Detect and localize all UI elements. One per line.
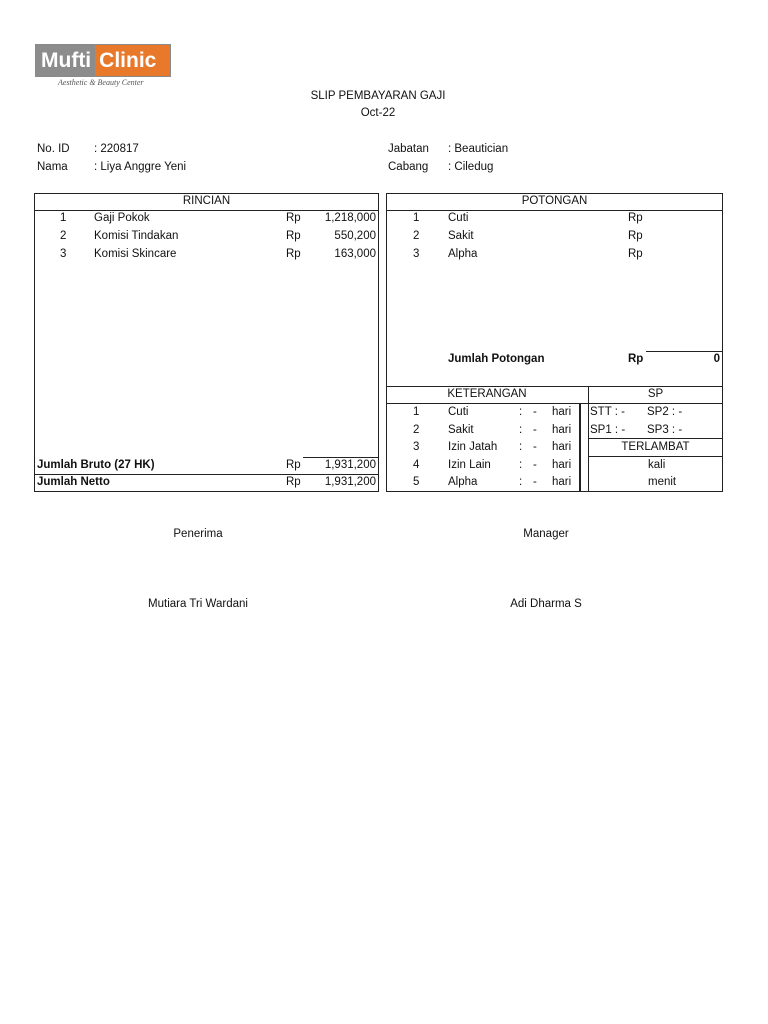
keterangan-label: Izin Lain	[448, 459, 491, 471]
keterangan-label: Cuti	[448, 406, 469, 418]
name-value: : Liya Anggre Yeni	[94, 161, 187, 173]
sp-header: SP	[647, 388, 664, 400]
terlambat-kali: kali	[648, 459, 666, 471]
rincian-amount: 163,000	[334, 248, 376, 260]
bruto-divider	[34, 474, 379, 475]
keterangan-value: -	[533, 424, 537, 436]
sp-sp1: SP1 : -	[590, 424, 626, 436]
id-value: : 220817	[94, 143, 139, 155]
potongan-total-rule	[646, 351, 723, 352]
keterangan-no: 3	[413, 441, 420, 453]
rincian-label: Komisi Skincare	[94, 248, 177, 260]
potongan-currency: Rp	[628, 212, 643, 224]
slip-title: SLIP PEMBAYARAN GAJI	[310, 90, 446, 102]
rincian-currency: Rp	[286, 230, 301, 242]
keterangan-label: Sakit	[448, 424, 474, 436]
position-value: : Beautician	[448, 143, 509, 155]
keterangan-colon: :	[519, 424, 523, 436]
keterangan-value: -	[533, 459, 537, 471]
potongan-no: 2	[413, 230, 420, 242]
bruto-amount: 1,931,200	[324, 459, 376, 471]
logo-text-part1: Mufti	[36, 45, 95, 76]
netto-label: Jumlah Netto	[37, 476, 110, 488]
rincian-no: 1	[60, 212, 67, 224]
clinic-logo	[35, 44, 171, 77]
keterangan-unit: hari	[552, 441, 572, 453]
netto-currency: Rp	[286, 476, 301, 488]
rincian-no: 3	[60, 248, 67, 260]
name-label: Nama	[37, 161, 68, 173]
potongan-total-amount: 0	[713, 353, 720, 365]
keterangan-colon: :	[519, 459, 523, 471]
sp-sp2: SP2 : -	[647, 406, 683, 418]
rincian-no: 2	[60, 230, 67, 242]
keterangan-colon: :	[519, 441, 523, 453]
keterangan-unit: hari	[552, 459, 572, 471]
sp-sp3: SP3 : -	[647, 424, 683, 436]
potongan-label: Cuti	[448, 212, 469, 224]
keterangan-header: KETERANGAN	[447, 388, 527, 400]
keterangan-value: -	[533, 476, 537, 488]
keterangan-value: -	[533, 406, 537, 418]
keterangan-no: 5	[413, 476, 420, 488]
rincian-label: Gaji Pokok	[94, 212, 150, 224]
bruto-label: Jumlah Bruto (27 HK)	[37, 459, 155, 471]
bruto-top-rule	[303, 457, 379, 458]
potongan-label: Alpha	[448, 248, 478, 260]
logo-text-part2: Clinic	[95, 45, 170, 76]
terlambat-bottom-divider	[588, 456, 723, 457]
rincian-header-divider	[34, 210, 379, 211]
manager-label: Manager	[523, 528, 569, 540]
keterangan-unit: hari	[552, 406, 572, 418]
potongan-currency: Rp	[628, 248, 643, 260]
logo-tagline: Aesthetic & Beauty Center	[58, 78, 144, 87]
keterangan-unit: hari	[552, 476, 572, 488]
keterangan-no: 2	[413, 424, 420, 436]
terlambat-header: TERLAMBAT	[621, 441, 690, 453]
terlambat-menit: menit	[648, 476, 677, 488]
potongan-header: POTONGAN	[521, 195, 588, 207]
keterangan-header-divider	[386, 403, 723, 404]
potongan-header-divider	[386, 210, 723, 211]
rincian-label: Komisi Tindakan	[94, 230, 179, 242]
potongan-label: Sakit	[448, 230, 474, 242]
rincian-currency: Rp	[286, 248, 301, 260]
terlambat-top-divider	[588, 438, 723, 439]
keterangan-no: 4	[413, 459, 420, 471]
keterangan-unit: hari	[552, 424, 572, 436]
potongan-no: 1	[413, 212, 420, 224]
rincian-currency: Rp	[286, 212, 301, 224]
sp-stt: STT : -	[590, 406, 625, 418]
branch-value: : Ciledug	[448, 161, 494, 173]
position-label: Jabatan	[388, 143, 429, 155]
keterangan-colon: :	[519, 476, 523, 488]
keterangan-sp-thick-divider	[579, 404, 581, 492]
potongan-total-currency: Rp	[628, 353, 644, 365]
keterangan-label: Alpha	[448, 476, 478, 488]
potongan-no: 3	[413, 248, 420, 260]
slip-period: Oct-22	[360, 107, 396, 119]
manager-name: Adi Dharma S	[510, 598, 582, 610]
receiver-name: Mutiara Tri Wardani	[148, 598, 248, 610]
rincian-amount: 1,218,000	[324, 212, 376, 224]
rincian-header: RINCIAN	[182, 195, 231, 207]
keterangan-colon: :	[519, 406, 523, 418]
keterangan-no: 1	[413, 406, 420, 418]
keterangan-value: -	[533, 441, 537, 453]
branch-label: Cabang	[388, 161, 429, 173]
id-label: No. ID	[37, 143, 70, 155]
potongan-currency: Rp	[628, 230, 643, 242]
keterangan-label: Izin Jatah	[448, 441, 498, 453]
potongan-total-label: Jumlah Potongan	[448, 353, 545, 365]
netto-amount: 1,931,200	[324, 476, 376, 488]
bruto-currency: Rp	[286, 459, 301, 471]
rincian-amount: 550,200	[334, 230, 376, 242]
receiver-label: Penerima	[173, 528, 223, 540]
